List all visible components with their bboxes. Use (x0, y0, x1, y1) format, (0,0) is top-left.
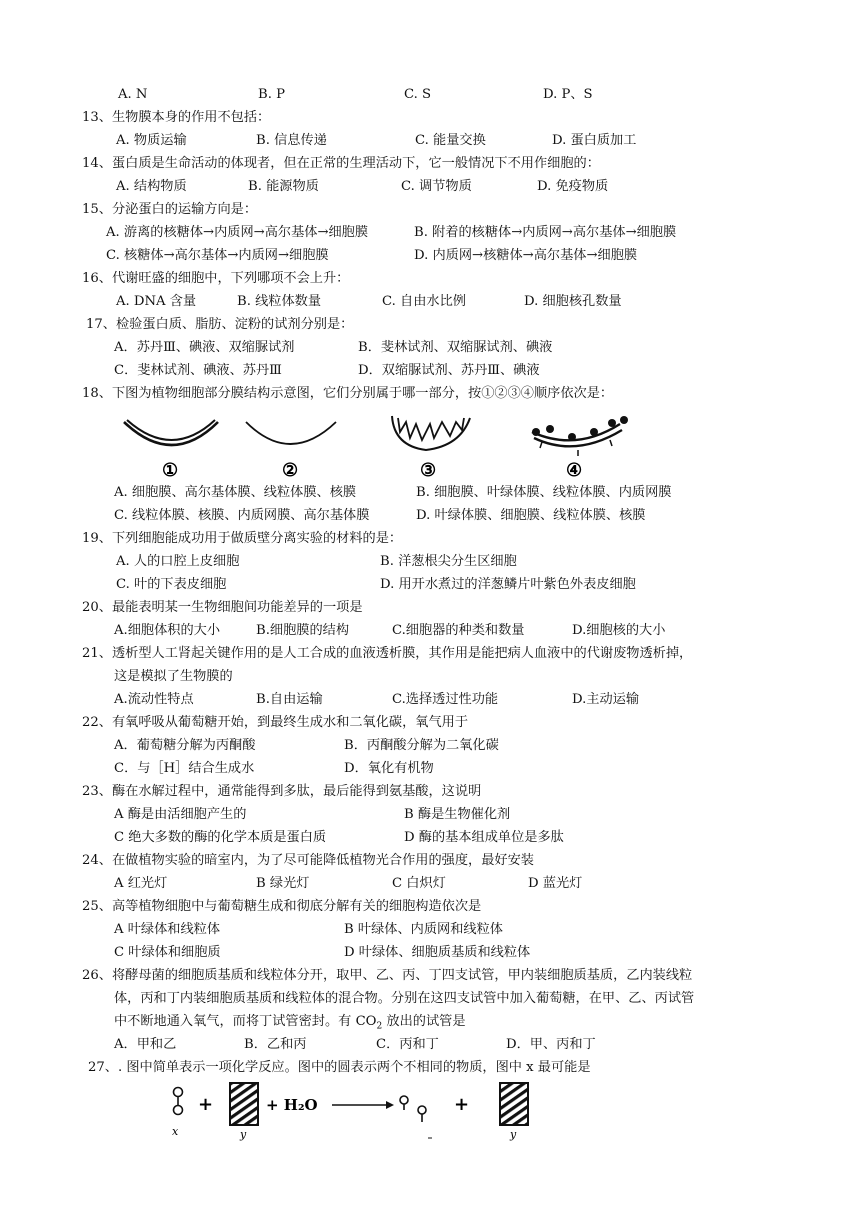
q26-stem-line2: 体，丙和丁内装细胞质基质和线粒体的混合物。分别在这四支试管中加入葡萄糖，在甲、乙、丙试管 (114, 991, 695, 1006)
q25-option-a: A 叶绿体和线粒体 (114, 922, 221, 937)
q26-stem-line3-tail: 放出的试管是 (382, 1014, 466, 1029)
q24-option-a: A 红光灯 (114, 876, 168, 891)
q20-option-b: B.细胞膜的结构 (256, 623, 350, 638)
q15-option-c: C. 核糖体→高尔基体→内质网→细胞膜 (106, 248, 329, 263)
q14-option-a: A. 结构物质 (116, 179, 187, 194)
membrane-4-image (532, 416, 628, 456)
q21-option-a: A.流动性特点 (114, 692, 194, 707)
q15-option-b: B. 附着的核糖体→内质网→高尔基体→细胞膜 (414, 225, 677, 240)
q16-option-d: D. 细胞核孔数量 (524, 294, 622, 309)
q26-stem-line3 (114, 1013, 466, 1036)
q14-option-b: B. 能源物质 (248, 179, 319, 194)
membrane-3-image (392, 416, 470, 450)
q19-option-a: A. 人的口腔上皮细胞 (116, 554, 240, 569)
q24-option-b: B 绿光灯 (256, 876, 310, 891)
q24-option-d: D 蓝光灯 (528, 876, 583, 891)
figure-label-1: ① (162, 460, 179, 481)
q15-stem: 15、分泌蛋白的运输方向是： (82, 202, 258, 217)
q12-option-d: D. P、S (543, 87, 593, 102)
q16-stem: 16、代谢旺盛的细胞中，下列哪项不会上升： (82, 271, 350, 286)
molecule-x-image (174, 1088, 183, 1115)
q23-stem: 23、酶在水解过程中，通常能得到多肽，最后能得到氨基酸，这说明 (82, 784, 482, 799)
q18-stem: 18、下图为植物细胞部分膜结构示意图，它们分别属于哪一部分，按①②③④顺序依次是： (82, 386, 614, 401)
q23-option-b: B 酶是生物催化剂 (404, 807, 511, 822)
q17-option-b: B．斐林试剂、双缩脲试剂、碘液 (358, 340, 553, 355)
q15-option-a: A. 游离的核糖体→内质网→高尔基体→细胞膜 (106, 225, 369, 240)
q12-option-c: C. S (404, 87, 432, 102)
figure-label-4: ④ (566, 460, 583, 481)
q13-option-c: C. 能量交换 (415, 133, 486, 148)
q17-option-a: A．苏丹Ⅲ、碘液、双缩脲试剂 (114, 340, 295, 355)
plus-sign-1: + (198, 1094, 214, 1115)
q13-stem: 13、生物膜本身的作用不包括： (82, 110, 271, 125)
q26-stem-line3-text: 中不断地通入氧气，而将丁试管密封。有 CO (114, 1014, 377, 1029)
product-molecules-image (400, 1096, 432, 1138)
q21-option-d: D.主动运输 (572, 692, 640, 707)
q26-option-b: B．乙和丙 (244, 1037, 307, 1052)
q17-option-c: C．斐林试剂、碘液、苏丹Ⅲ (114, 363, 282, 378)
q23-option-c: C 绝大多数的酶的化学本质是蛋白质 (114, 830, 327, 845)
q22-option-c: C．与［H］结合生成水 (114, 761, 255, 776)
q17-stem: 17、检验蛋白质、脂肪、淀粉的试剂分别是： (86, 317, 354, 332)
q22-stem: 22、有氧呼吸从葡萄糖开始，到最终生成水和二氧化碳，氧气用于 (82, 715, 469, 730)
q16-option-b: B. 线粒体数量 (237, 294, 322, 309)
q19-stem: 19、下列细胞能成功用于做质壁分离实验的材料的是： (82, 531, 403, 546)
q12-option-b: B. P (258, 87, 285, 102)
q12-option-a: A. N (118, 87, 148, 102)
plus-sign-2: + (454, 1094, 470, 1115)
q21-option-b: B.自由运输 (256, 692, 323, 707)
q14-option-d: D. 免疫物质 (537, 179, 609, 194)
q18-option-a: A. 细胞膜、高尔基体膜、线粒体膜、核膜 (114, 485, 357, 500)
q15-option-d: D. 内质网→核糖体→高尔基体→细胞膜 (414, 248, 638, 263)
label-y-2: y (510, 1128, 517, 1141)
molecule-y-product-image (500, 1083, 528, 1125)
q25-option-c: C 叶绿体和细胞质 (114, 945, 221, 960)
q16-option-a: A. DNA 含量 (116, 294, 197, 309)
q24-option-c: C 白炽灯 (392, 876, 446, 891)
q27-stem: 27、. 图中简单表示一项化学反应。图中的圆表示两个不相同的物质，图中 x 最可能是 (88, 1060, 591, 1075)
q13-option-b: B. 信息传递 (256, 133, 327, 148)
q26-option-d: D．甲、丙和丁 (506, 1037, 596, 1052)
membrane-figure (100, 410, 660, 486)
q21-stem-line2: 这是模拟了生物膜的 (114, 669, 233, 684)
q20-option-c: C.细胞器的种类和数量 (392, 623, 525, 638)
q14-stem: 14、蛋白质是生命活动的体现者，但在正常的生理活动下，它一般情况下不用作细胞的： (82, 156, 600, 171)
membrane-2-image (246, 422, 336, 444)
q18-option-d: D. 叶绿体膜、细胞膜、线粒体膜、核膜 (416, 508, 646, 523)
q14-option-c: C. 调节物质 (401, 179, 472, 194)
q22-option-d: D．氧化有机物 (344, 761, 434, 776)
q20-stem: 20、最能表明某一生物细胞间功能差异的一项是 (82, 600, 363, 615)
q21-option-c: C.选择透过性功能 (392, 692, 499, 707)
arrow-icon (332, 1101, 394, 1109)
q13-option-a: A. 物质运输 (116, 133, 187, 148)
q21-stem: 21、透析型人工肾起关键作用的是人工合成的血液透析膜，其作用是能把病人血液中的代谢废物透析掉， (82, 646, 693, 661)
q22-option-a: A．葡萄糖分解为丙酮酸 (114, 738, 256, 753)
q22-option-b: B．丙酮酸分解为二氧化碳 (344, 738, 499, 753)
label-y-1: y (240, 1128, 247, 1141)
q18-option-c: C. 线粒体膜、核膜、内质网膜、高尔基体膜 (114, 508, 370, 523)
water-term: + H₂O (266, 1096, 318, 1114)
q24-stem: 24、在做植物实验的暗室内，为了尽可能降低植物光合作用的强度，最好安装 (82, 853, 534, 868)
membrane-1-image (124, 420, 218, 445)
q26-option-a: A．甲和乙 (114, 1037, 177, 1052)
q18-option-b: B. 细胞膜、叶绿体膜、线粒体膜、内质网膜 (416, 485, 672, 500)
figure-label-2: ② (282, 460, 299, 481)
q23-option-a: A 酶是由活细胞产生的 (114, 807, 247, 822)
q17-option-d: D．双缩脲试剂、苏丹Ⅲ、碘液 (358, 363, 540, 378)
q19-option-c: C. 叶的下表皮细胞 (116, 577, 227, 592)
molecule-y-image (230, 1083, 258, 1125)
q19-option-b: B. 洋葱根尖分生区细胞 (380, 554, 517, 569)
label-x: x (172, 1125, 179, 1138)
q13-option-d: D. 蛋白质加工 (552, 133, 637, 148)
reaction-figure (160, 1080, 550, 1142)
q23-option-d: D 酶的基本组成单位是多肽 (404, 830, 564, 845)
q19-option-d: D. 用开水煮过的洋葱鳞片叶紫色外表皮细胞 (380, 577, 636, 592)
q25-option-d: D 叶绿体、细胞质基质和线粒体 (344, 945, 531, 960)
q20-option-d: D.细胞核的大小 (572, 623, 666, 638)
q26-stem: 26、将酵母菌的细胞质基质和线粒体分开，取甲、乙、丙、丁四支试管，甲内装细胞质基质，乙内装线粒 (82, 968, 693, 983)
subscript-2: 2 (376, 1021, 383, 1032)
q16-option-c: C. 自由水比例 (382, 294, 466, 309)
q26-option-c: C．丙和丁 (376, 1037, 439, 1052)
q25-option-b: B 叶绿体、内质网和线粒体 (344, 922, 503, 937)
q25-stem: 25、高等植物细胞中与葡萄糖生成和彻底分解有关的细胞构造依次是 (82, 899, 482, 914)
figure-label-3: ③ (420, 460, 437, 481)
q20-option-a: A.细胞体积的大小 (114, 623, 221, 638)
